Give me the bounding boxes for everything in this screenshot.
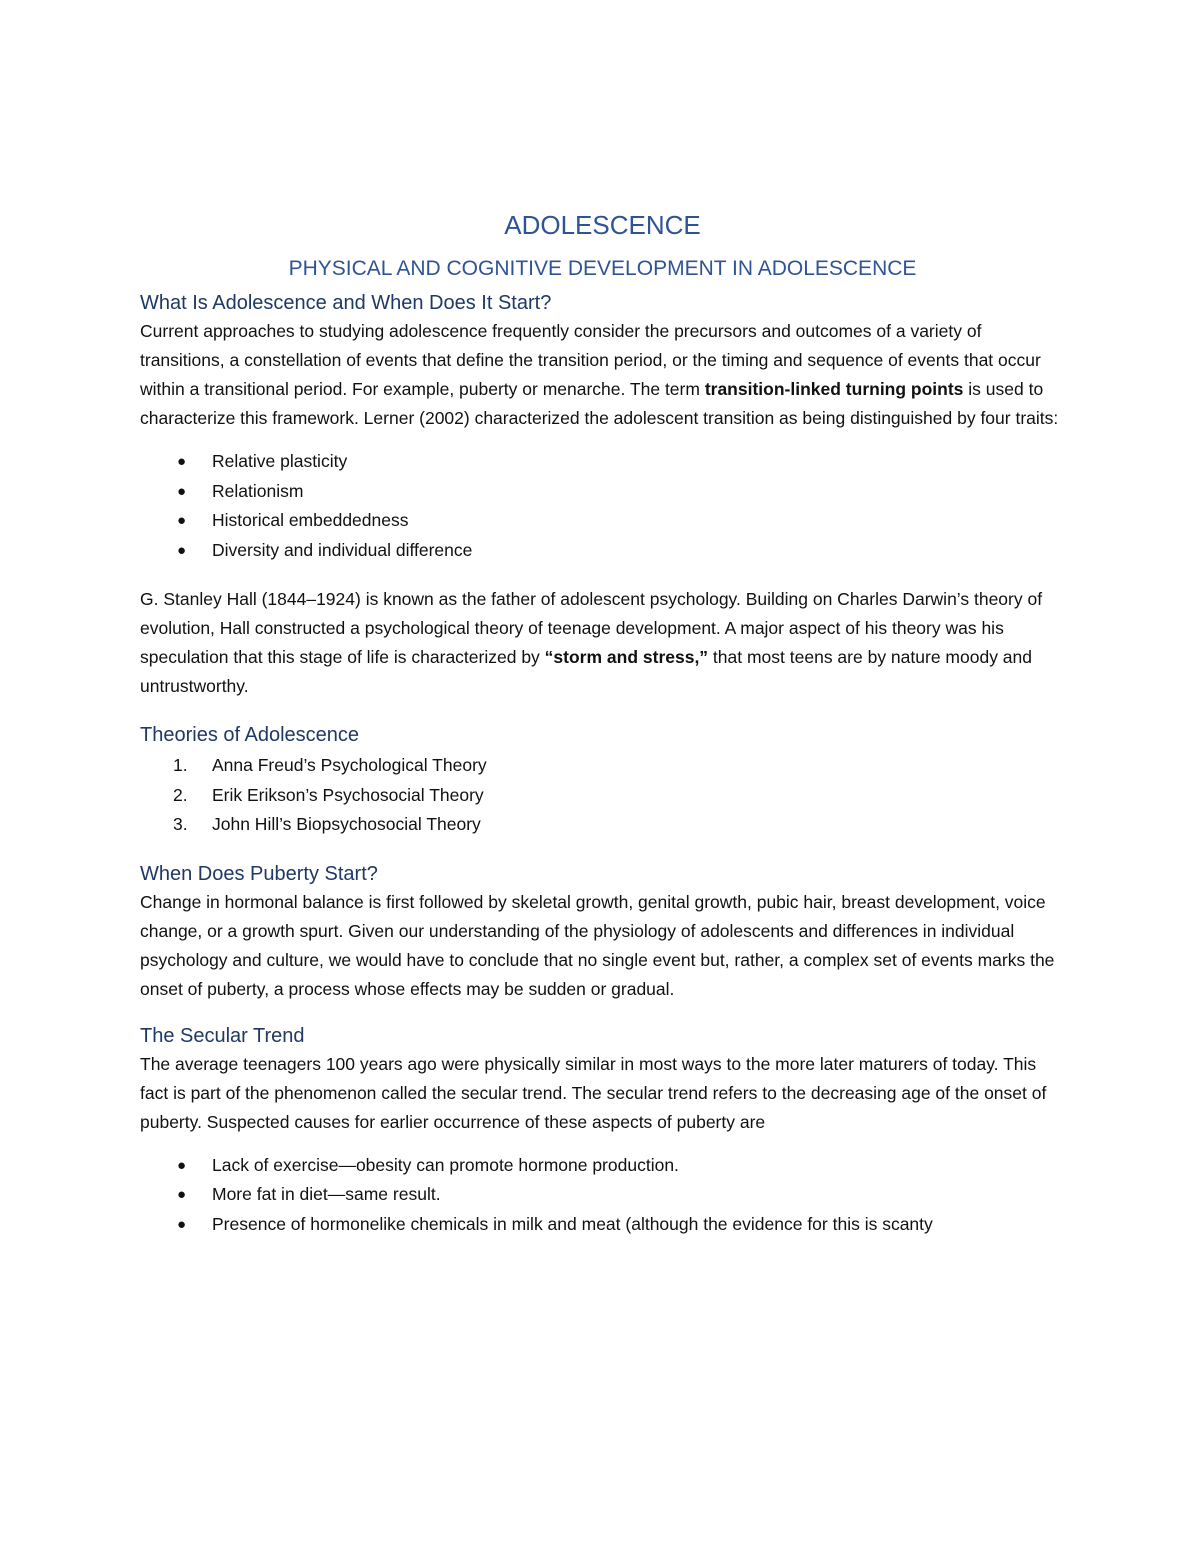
list-item-text: More fat in diet—same result. [212,1184,441,1204]
paragraph-stanley-hall [140,585,1065,701]
bullet-icon: ● [177,453,187,470]
list-item [140,751,1065,781]
traits-list [140,447,1065,565]
paragraph-text: Current approaches to studying adolescence frequently consider the precursors and outcomes of a variety of transitions, a constellation of events that define the transition period, or the timing and sequence of events that occur within a transitional period. For example, puberty or menarche. The term [140,321,1041,399]
list-item [140,506,1065,536]
paragraph-text: that most teens are by nature moody and untrustworthy. [140,647,1033,696]
list-item [140,1180,1065,1210]
list-item-text: Erik Erikson’s Psychosocial Theory [212,784,484,805]
bullet-icon: ● [177,1156,187,1174]
list-item-text: Relationism [212,480,304,501]
bold-term-storm-and-stress: “storm and stress,” [544,647,709,667]
document-title: ADOLESCENCE [504,210,701,240]
list-number: 2. [173,784,188,805]
list-item-text: John Hill’s Biopsychosocial Theory [212,814,481,834]
section-heading-theories: Theories of Adolescence [140,724,360,746]
bullet-icon: ● [177,1186,187,1203]
document-subtitle: PHYSICAL AND COGNITIVE DEVELOPMENT IN ADOLESCENCE [288,257,917,280]
list-item-text: Anna Freud’s Psychological Theory [212,755,487,775]
list-item [140,781,1065,811]
list-item [140,447,1065,477]
bullet-icon: ● [177,541,187,559]
list-item [140,1151,1065,1181]
paragraph-text: G. Stanley Hall (1844–1924) is known as the father of adolescent psychology. Building on Charles Darwin’s theory of evolution, Hall constructed a psychological theory of teenage development. A major aspect of his theory was his speculation that this stage of life is characterized by [140,589,1043,667]
paragraph-current-approaches [140,317,1065,433]
section-heading-puberty-start: When Does Puberty Start? [140,862,378,885]
list-item [140,810,1065,840]
list-item [140,477,1065,507]
bullet-icon: ● [177,482,187,500]
list-item-text: Historical embeddedness [212,510,409,530]
section-heading-secular-trend: The Secular Trend [140,1024,305,1047]
document-content [140,205,1065,1239]
list-number: 3. [173,814,188,834]
list-item [140,1210,1065,1240]
bullet-icon: ● [177,512,187,529]
list-number: 1. [173,755,188,775]
theories-list [140,751,1065,840]
list-item-text: Presence of hormonelike chemicals in milk and meat (although the evidence for this is scanty [212,1213,933,1234]
list-item-text: Diversity and individual difference [212,539,473,560]
list-item [140,536,1065,566]
section-heading-what-is-adolescence: What Is Adolescence and When Does It Start? [140,292,552,314]
paragraph-hormonal-balance: Change in hormonal balance is first followed by skeletal growth, genital growth, pubic hair, breast development, voice change, or a growth spurt. Given our understanding of the physiology of adolescents and differences in individual psychology and culture, we would have to conclude that no single event but, rather, a complex set of events marks the onset of puberty, a process whose effects may be sudden or gradual. [140,891,1055,999]
paragraph-secular-trend: The average teenagers 100 years ago were physically similar in most ways to the more later maturers of today. This fact is part of the phenomenon called the secular trend. The secular trend refers to the decreasing age of the onset of puberty. Suspected causes for earlier occurrence of these aspects of puberty are [140,1053,1047,1132]
bullet-icon: ● [177,1215,187,1233]
bold-term-transition-linked: transition-linked turning points [704,379,964,399]
list-item-text: Lack of exercise—obesity can promote hormone production. [212,1154,679,1175]
list-item-text: Relative plasticity [212,451,348,471]
paragraph-text: is used to characterize this framework. Lerner (2002) characterized the adolescent transition as being distinguished by four traits: [140,379,1059,428]
causes-list [140,1151,1065,1240]
